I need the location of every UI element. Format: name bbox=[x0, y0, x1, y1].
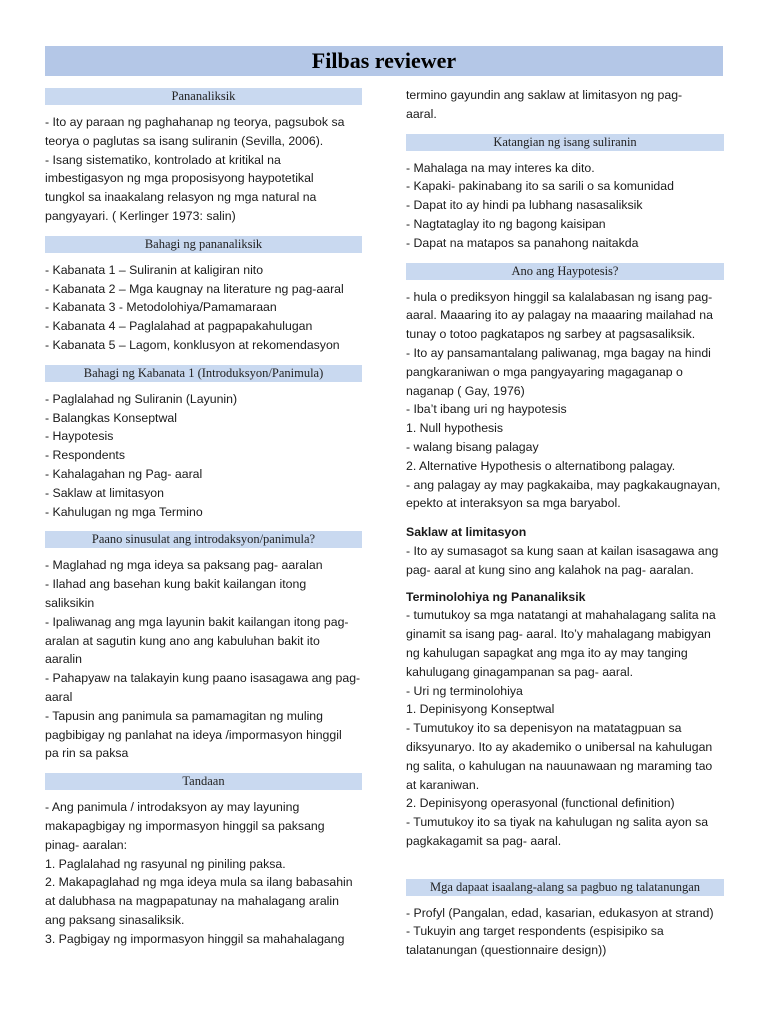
text-line: - Kahalagahan ng Pag- aaral bbox=[45, 466, 203, 481]
text-line: pagbibigay ng panlahat na ideya /impormasyon hinggil bbox=[45, 727, 342, 742]
text-line: - Maglahad ng mga ideya sa paksang pag- aaralan bbox=[45, 558, 323, 573]
section-body bbox=[45, 798, 362, 948]
section-heading: Katangian ng isang suliranin bbox=[406, 134, 724, 151]
text-line: pinag- aaralan: bbox=[45, 837, 128, 852]
text-line: aaral bbox=[45, 689, 73, 704]
text-line: - Dapat ito ay hindi pa lubhang nasasaliksik bbox=[406, 198, 643, 213]
text-line: pag- aaral at kung sino ang kalahok na pag- aaralan. bbox=[406, 562, 694, 577]
text-line: - hula o prediksyon hinggil sa kalalabasan ng isang pag- bbox=[406, 289, 713, 304]
text-line: - tumutukoy sa mga natatangi at mahahalagang salita na bbox=[406, 608, 716, 623]
text-line: - Respondents bbox=[45, 448, 125, 463]
text-line: pangyayari. ( Kerlinger 1973: salin) bbox=[45, 208, 236, 223]
text-line: - Uri ng terminolohiya bbox=[406, 683, 523, 698]
text-line: pangkaraniwan o mga pangyayaring magaganap o bbox=[406, 364, 683, 379]
text-line: at karaniwan. bbox=[406, 777, 480, 792]
text-line: pa rin sa paksa bbox=[45, 746, 129, 761]
section-body bbox=[406, 288, 724, 514]
section-body bbox=[406, 904, 724, 960]
section-heading: Mga dapaat isaalang-alang sa pagbuo ng talatanungan bbox=[406, 879, 724, 896]
section-body bbox=[406, 159, 724, 253]
text-line: - Ilahad ang basehan kung bakit kailangan itong bbox=[45, 577, 307, 592]
text-line: makapagbigay ng impormasyon hinggil sa paksang bbox=[45, 818, 325, 833]
text-line: - Haypotesis bbox=[45, 429, 114, 444]
text-line: 2. Alternative Hypothesis o alternatibong palagay. bbox=[406, 458, 676, 473]
text-line: epekto at interaksyon sa mga baryabol. bbox=[406, 496, 621, 511]
text-line: - Saklaw at limitasyon bbox=[45, 485, 164, 500]
continued-text bbox=[406, 86, 724, 124]
text-line: - walang bisang palagay bbox=[406, 439, 539, 454]
text-line: - Kabanata 3 - Metodolohiya/Pamamaraan bbox=[45, 300, 277, 315]
text-line: - Isang sistematiko, kontrolado at kritikal na bbox=[45, 152, 281, 167]
text-line: aralan at sagutin kung ano ang kabuluhan bakit ito bbox=[45, 633, 320, 648]
text-line: 1. Null hypothesis bbox=[406, 421, 504, 436]
section-body bbox=[45, 390, 362, 522]
subsection-heading: Saklaw at limitasyon bbox=[406, 525, 527, 540]
text-line: - Profyl (Pangalan, edad, kasarian, edukasyon at strand) bbox=[406, 905, 714, 920]
text-line: kahulugang ginagampanan sa pag- aaral. bbox=[406, 664, 633, 679]
section-heading: Paano sinusulat ang introdaksyon/panimula? bbox=[45, 531, 362, 548]
text-line: - Kahulugan ng mga Termino bbox=[45, 504, 203, 519]
text-line: 2. Makapaglahad ng mga ideya mula sa ilang babasahin bbox=[45, 875, 353, 890]
section-body bbox=[45, 556, 362, 763]
text-line: - Paglalahad ng Suliranin (Layunin) bbox=[45, 391, 238, 406]
section-body bbox=[45, 113, 362, 226]
text-line: - Ito ay pansamantalang paliwanag, mga bagay na hindi bbox=[406, 345, 711, 360]
text-line: - Tumutukoy ito sa depenisyon na matatagpuan sa bbox=[406, 721, 682, 736]
text-line: 1. Paglalahad ng rasyunal ng piniling paksa. bbox=[45, 856, 286, 871]
subsection-heading: Terminolohiya ng Pananaliksik bbox=[406, 589, 586, 604]
text-line: - Tumutukoy ito sa tiyak na kahulugan ng salita ayon sa bbox=[406, 815, 709, 830]
text-line: ng kahulugan sapagkat ang mga ito ay may tanging bbox=[406, 645, 688, 660]
section-heading: Bahagi ng Kabanata 1 (Introduksyon/Panimula) bbox=[45, 365, 362, 382]
text-line: - Mahalaga na may interes ka dito. bbox=[406, 160, 595, 175]
section-heading: Bahagi ng pananaliksik bbox=[45, 236, 362, 253]
text-line: naganap ( Gay, 1976) bbox=[406, 383, 525, 398]
text-line: - Nagtataglay ito ng bagong kaisipan bbox=[406, 216, 606, 231]
left-column bbox=[45, 88, 362, 948]
text-line: - Pahapyaw na talakayin kung paano isasagawa ang pag- bbox=[45, 671, 361, 686]
text-line: - Kabanata 5 – Lagom, konklusyon at rekomendasyon bbox=[45, 337, 340, 352]
page-title: Filbas reviewer bbox=[45, 46, 723, 76]
section-body bbox=[406, 606, 724, 850]
text-line: 2. Depinisyong operasyonal (functional definition) bbox=[406, 796, 675, 811]
text-line: - Kabanata 1 – Suliranin at kaligiran nito bbox=[45, 262, 264, 277]
section-heading: Tandaan bbox=[45, 773, 362, 790]
text-line: imbestigasyon ng mga proposisyong haypotetikal bbox=[45, 171, 314, 186]
section-heading: Ano ang Haypotesis? bbox=[406, 263, 724, 280]
text-line: - Kabanata 2 – Mga kaugnay na literature ng pag-aaral bbox=[45, 281, 344, 296]
text-line: teorya o paglutas sa isang suliranin (Sevilla, 2006). bbox=[45, 133, 324, 148]
text-line: - Tapusin ang panimula sa pamamagitan ng muling bbox=[45, 708, 323, 723]
text-line: - Kapaki- pakinabang ito sa sarili o sa komunidad bbox=[406, 179, 674, 194]
text-line: termino gayundin ang saklaw at limitasyon ng pag- bbox=[406, 88, 683, 102]
text-line: tungkol sa inaakalang relasyon ng mga natural na bbox=[45, 190, 317, 205]
text-line: - Balangkas Konseptwal bbox=[45, 410, 177, 425]
text-line: - Iba’t ibang uri ng haypotesis bbox=[406, 402, 567, 417]
text-line: - Ipaliwanag ang mga layunin bakit kailangan itong pag- bbox=[45, 614, 349, 629]
text-line: - Dapat na matapos sa panahong naitakda bbox=[406, 235, 639, 250]
section-body bbox=[406, 542, 724, 580]
text-line: 3. Pagbigay ng impormasyon hinggil sa mahahalagang bbox=[45, 931, 345, 946]
text-line: saliksikin bbox=[45, 595, 95, 610]
text-line: at dalubhasa na magpapatunay na mahalagang aralin bbox=[45, 894, 339, 909]
text-line: aaral. Maaaring ito ay palagay na maaaring mailahad na bbox=[406, 308, 713, 323]
text-line: - Ang panimula / introdaksyon ay may layuning bbox=[45, 800, 300, 815]
text-line: pagkakagamit sa pag- aaral. bbox=[406, 833, 562, 848]
text-line: - ang palagay ay may pagkakaiba, may pagkakaugnayan, bbox=[406, 477, 721, 492]
text-line: - Ito ay paraan ng paghahanap ng teorya, pagsubok sa bbox=[45, 115, 345, 129]
text-line: aaral. bbox=[406, 106, 437, 121]
text-line: - Ito ay sumasagot sa kung saan at kailan isasagawa ang bbox=[406, 543, 719, 558]
text-line: ginamit sa isang pag- aaral. Ito’y mahalagang mabigyan bbox=[406, 627, 711, 642]
section-body bbox=[45, 261, 362, 355]
text-line: - Kabanata 4 – Paglalahad at pagpapakahulugan bbox=[45, 319, 313, 334]
text-line: 1. Depinisyong Konseptwal bbox=[406, 702, 555, 717]
text-line: aaralin bbox=[45, 652, 82, 667]
text-line: tunay o totoo pagkatapos ng sarbey at pagsasaliksik. bbox=[406, 327, 696, 342]
text-line: talatanungan (questionnaire design)) bbox=[406, 943, 607, 958]
right-column bbox=[406, 86, 724, 960]
text-line: ang paksang sinasaliksik. bbox=[45, 912, 185, 927]
text-line: ng salita, o kahulugan na nauunawaan ng maraming tao bbox=[406, 758, 713, 773]
section-heading: Pananaliksik bbox=[45, 88, 362, 105]
text-line: diksyunaryo. Ito ay akademiko o unibersal na kahulugan bbox=[406, 739, 713, 754]
text-line: - Tukuyin ang target respondents (espisipiko sa bbox=[406, 924, 664, 939]
